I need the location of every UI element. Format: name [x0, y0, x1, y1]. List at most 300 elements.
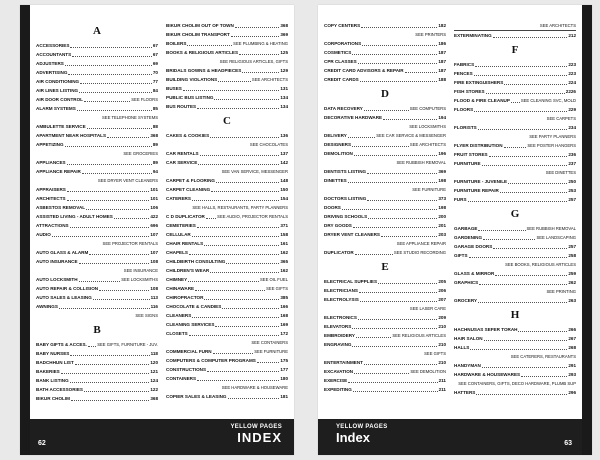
index-entry	[166, 365, 288, 374]
entry-page-number: 166	[280, 304, 288, 309]
left-page	[20, 5, 294, 455]
see-also-reference: SEE CHOCOLATES	[249, 142, 288, 147]
index-entry	[324, 194, 446, 203]
index-entry	[36, 167, 158, 176]
index-entry	[324, 376, 446, 385]
entry-page-number: 136	[280, 133, 288, 138]
section-letter: G	[510, 208, 520, 220]
entry-name: GARDENING	[454, 235, 483, 240]
dot-leader	[99, 290, 149, 291]
entry-name: CHILDBIRTH CONSULTING	[166, 259, 226, 264]
entry-page-number: 116	[150, 304, 158, 309]
dot-leader	[359, 292, 437, 293]
index-entry	[36, 257, 158, 266]
entry-name: COMMERCIAL FURN	[166, 349, 212, 354]
entry-name: APPETIZING	[36, 142, 64, 147]
dot-leader	[360, 81, 438, 82]
index-entry	[166, 66, 288, 75]
entry-page-number: 67	[152, 52, 158, 57]
entry-name: FURNITURE	[454, 161, 481, 166]
dot-leader	[210, 137, 279, 138]
entry-page-number: 67	[152, 43, 158, 48]
entry-page-number: 181	[280, 394, 288, 399]
entry-see-reference: SEE FLOORS	[131, 97, 158, 102]
see-also-reference: SEE LASER CARE	[409, 306, 446, 311]
dot-leader	[206, 218, 216, 219]
page-footer	[30, 419, 294, 455]
entry-page-number: 2226	[565, 89, 576, 94]
entry-name: GROCERY	[454, 298, 478, 303]
index-entry	[454, 87, 576, 96]
entry-name: CONTAINERS	[166, 376, 197, 381]
index-entry	[454, 69, 576, 78]
index-entry	[324, 286, 446, 295]
index-entry	[36, 340, 158, 349]
dot-leader	[210, 272, 279, 273]
entry-name: FLYER DISTRIBUTION	[454, 143, 503, 148]
dot-leader	[231, 36, 280, 37]
entry-page-number: 268	[568, 345, 576, 350]
entry-page-number: 198	[438, 178, 446, 183]
entry-name: FIRE EXTINGUISHERS	[454, 80, 504, 85]
index-entry	[166, 176, 288, 185]
entry-page-number: 108	[150, 286, 158, 291]
entry-name: BOILERS	[166, 41, 187, 46]
entry-name: CHAIR RENTALS	[166, 241, 204, 246]
index-entry	[166, 374, 288, 383]
dot-leader	[367, 200, 437, 201]
index-entry	[36, 41, 158, 50]
entry-name: HATTERS	[454, 390, 476, 395]
dot-leader	[216, 182, 279, 183]
see-also-reference: SEE LOCKSMITHS	[409, 124, 446, 129]
page-footer	[318, 419, 582, 455]
entry-name: ALARM SYSTEMS	[36, 106, 76, 111]
see-also-reference: SEE PARTY PLANNERS	[529, 134, 576, 139]
dot-leader	[80, 83, 152, 84]
entry-name: GLASS & MIRROR	[454, 271, 495, 276]
entry-name: FURNITURE REPAIR	[454, 188, 499, 193]
index-entry	[166, 48, 288, 57]
entry-name: BOOKS & RELIGIOUS ARTICLES	[166, 50, 239, 55]
entry-see-reference: SEE OIL FUEL	[259, 277, 288, 282]
see-also-reference: SEE CONTAINERS, GIFTS, DECO HARDWARE, PLUMB SUP	[458, 381, 576, 386]
dot-leader	[486, 93, 565, 94]
entry-name: EXCAVATION	[324, 369, 354, 374]
entry-page-number: 369	[280, 32, 288, 37]
dot-leader	[478, 302, 567, 303]
entry-name: PUBLIC BUS LISTING	[166, 95, 214, 100]
see-also-reference: SEE PRINTERS	[415, 32, 446, 37]
entry-name: EXERCISE	[324, 378, 348, 383]
index-entry	[166, 257, 288, 266]
index-entry	[454, 150, 576, 159]
dot-leader	[257, 362, 279, 363]
entry-page-number: 129	[280, 68, 288, 73]
index-entry	[454, 278, 576, 287]
entry-name: GARBAGE	[454, 226, 478, 231]
index-entry	[166, 347, 288, 356]
dot-leader	[474, 111, 567, 112]
dot-leader	[52, 236, 150, 237]
entry-name: ADVERTISING	[36, 70, 68, 75]
entry-page-number: 198	[438, 205, 446, 210]
dot-leader	[65, 65, 152, 66]
dot-leader	[362, 45, 437, 46]
right-page	[318, 5, 592, 455]
entry-page-number: 148	[280, 178, 288, 183]
entry-name: FLORISTS	[454, 125, 477, 130]
dot-leader	[474, 75, 568, 76]
entry-page-number: 207	[438, 297, 446, 302]
index-entry	[36, 349, 158, 358]
entry-see-reference: SEE CAR SERVICE & MESSENGER	[376, 133, 446, 138]
entry-page-number: 180	[280, 376, 288, 381]
index-entry	[166, 93, 288, 102]
entry-name: ELECTRONICS	[324, 315, 357, 320]
entry-page-number: 187	[438, 68, 446, 73]
index-entry	[36, 212, 158, 221]
dot-leader	[211, 191, 279, 192]
entry-name: DESIGNERS	[324, 142, 352, 147]
entry-name: BAKERIES	[36, 369, 60, 374]
entry-name: HAIR SALON	[454, 336, 483, 341]
entry-name: GRAPHICS	[454, 280, 479, 285]
dot-leader	[88, 346, 96, 347]
index-entry	[36, 140, 158, 149]
dot-leader	[87, 128, 152, 129]
entry-page-number: 206	[438, 288, 446, 293]
dot-leader	[207, 371, 279, 372]
entry-name: FISH STORES	[454, 89, 485, 94]
entry-name: APARTMENT NEAR HOSPITALS	[36, 133, 107, 138]
entry-page-number: 150	[280, 187, 288, 192]
dot-leader	[508, 183, 567, 184]
footer-title: Index	[336, 430, 370, 445]
entry-name: BATH ACCESSORIES	[36, 387, 83, 392]
entry-name: AUDIO	[36, 232, 51, 237]
entry-page-number: 236	[568, 152, 576, 157]
see-also-reference: SEE HARDWARE & HOUSEWARE	[221, 385, 288, 390]
entry-page-number: 134	[280, 95, 288, 100]
index-entry	[324, 149, 446, 158]
entry-see-reference: SEE RELIGIOUS ARTICLES	[392, 333, 446, 338]
dot-leader	[468, 201, 568, 202]
entry-page-number: 172	[280, 331, 288, 336]
entry-name: BABY NURSES	[36, 351, 70, 356]
index-entry	[166, 356, 288, 365]
dot-leader	[192, 236, 280, 237]
entry-name: EMBROIDERY	[324, 333, 355, 338]
entry-see-reference: SEE COMPUTERS	[409, 106, 446, 111]
dot-leader	[368, 218, 437, 219]
index-column	[324, 21, 446, 411]
index-entry	[36, 230, 158, 239]
see-also-reference: SEE GROCERIES	[123, 151, 158, 156]
dot-leader	[518, 331, 567, 332]
entry-page-number: 224	[568, 80, 576, 85]
entry-name: CREDIT CARDS	[324, 77, 359, 82]
entry-page-number: 369	[438, 169, 446, 174]
index-entry	[324, 331, 446, 340]
entry-see-reference: SEE PLUMBING & HEATING	[233, 41, 288, 46]
index-entry	[454, 233, 576, 242]
index-entry	[36, 158, 158, 167]
entry-page-number: 196	[438, 151, 446, 156]
entry-page-number: 259	[568, 271, 576, 276]
dot-leader	[405, 72, 438, 73]
section-letter: E	[381, 261, 389, 273]
dot-leader	[72, 56, 152, 57]
entry-page-number: 212	[568, 33, 576, 38]
entry-name: CHOCOLATE & CANDIES	[166, 304, 222, 309]
index-entry	[324, 367, 446, 376]
section-letter: F	[511, 44, 519, 56]
entry-page-number: 94	[152, 169, 158, 174]
entry-name: CAR SERVICE	[166, 160, 198, 165]
entry-name: AIR CONDITIONING	[36, 79, 80, 84]
index-entry	[454, 242, 576, 251]
dot-leader	[489, 156, 568, 157]
entry-see-reference: SEE LANDSCAPING	[536, 235, 576, 240]
dot-leader	[353, 227, 438, 228]
entry-name: DRYER VENT CLEANERS	[324, 232, 380, 237]
index-entry	[166, 194, 288, 203]
index-entry	[36, 185, 158, 194]
dot-leader	[484, 340, 568, 341]
entry-page-number: 186	[438, 41, 446, 46]
dot-leader	[77, 110, 152, 111]
entry-name: CAKES & COOKIES	[166, 133, 210, 138]
entry-name: HANDYMAN	[454, 363, 481, 368]
entry-name: AUTO INSURANCE	[36, 259, 78, 264]
see-also-reference: SEE PROJECTOR RENTALS	[102, 241, 158, 246]
dot-leader	[360, 301, 438, 302]
entry-name: CHIMNEY	[166, 277, 188, 282]
entry-page-number: 137	[280, 151, 288, 156]
entry-page-number: 161	[280, 241, 288, 246]
entry-page-number: 210	[438, 324, 446, 329]
dot-leader	[197, 227, 279, 228]
index-entry	[166, 284, 288, 293]
index-entry	[324, 230, 446, 239]
dot-leader	[70, 382, 150, 383]
entry-name: AIR LINES LISTING	[36, 88, 79, 93]
entry-page-number: 200	[438, 214, 446, 219]
entry-name: HALLS	[454, 345, 470, 350]
dot-leader	[218, 81, 251, 82]
dot-leader	[361, 27, 437, 28]
entry-page-number: 291	[568, 363, 576, 368]
dot-leader	[383, 119, 437, 120]
dot-leader	[70, 355, 149, 356]
dot-leader	[114, 218, 150, 219]
dot-leader	[476, 394, 567, 395]
entry-page-number: 250	[568, 179, 576, 184]
dot-leader	[204, 245, 279, 246]
entry-page-number: 85	[152, 106, 158, 111]
entry-page-number: 125	[280, 50, 288, 55]
dot-leader	[470, 349, 567, 350]
entry-page-number: 257	[568, 197, 576, 202]
index-entry	[324, 322, 446, 331]
entry-page-number: 187	[438, 59, 446, 64]
entry-page-number: 203	[438, 232, 446, 237]
dot-leader	[68, 74, 151, 75]
page-number: 63	[564, 440, 572, 447]
entry-page-number: 211	[438, 378, 446, 383]
dot-leader	[493, 37, 568, 38]
entry-name: HACHNUSAS SEFER TORAH	[454, 327, 518, 332]
entry-name: ELECTRICIANS	[324, 288, 358, 293]
entry-page-number: 77	[152, 79, 158, 84]
dot-leader	[197, 380, 279, 381]
entry-name: DRY GOODS	[324, 223, 352, 228]
index-entry	[324, 313, 446, 322]
entry-page-number: 134	[280, 104, 288, 109]
dot-leader	[482, 367, 568, 368]
entry-page-number: 293	[568, 372, 576, 377]
entry-name: CLOSETS	[166, 331, 188, 336]
entry-name: CLEANING SERVICES	[166, 322, 215, 327]
dot-leader	[89, 254, 149, 255]
dot-leader	[67, 191, 149, 192]
entry-name: CHILDREN'S WEAR	[166, 268, 210, 273]
entry-name: DUPLICATOR	[324, 250, 354, 255]
entry-page-number: 237	[568, 161, 576, 166]
entry-name: CONSTRUCTIONS	[166, 367, 207, 372]
entry-page-number: 89	[152, 142, 158, 147]
entry-name: AUTO GLASS & ALARM	[36, 250, 89, 255]
index-entry	[454, 60, 576, 69]
index-entry	[36, 367, 158, 376]
dot-leader	[482, 165, 568, 166]
entry-page-number: 422	[150, 214, 158, 219]
index-entry	[36, 86, 158, 95]
index-entry	[324, 57, 446, 66]
section-letter: D	[381, 88, 389, 100]
entry-name: DINETTES	[324, 178, 347, 183]
index-entry	[36, 275, 158, 284]
index-entry	[36, 248, 158, 257]
entry-name: CLEANERS	[166, 313, 192, 318]
entry-page-number: 263	[568, 298, 576, 303]
dot-leader	[86, 209, 149, 210]
dot-leader	[356, 337, 391, 338]
entry-page-number: 229	[568, 107, 576, 112]
index-entry	[166, 329, 288, 338]
entry-name: C D DUPLICATOR	[166, 214, 205, 219]
entry-name: COMPUTERS & COMPUTER PROGRAMS	[166, 358, 256, 363]
entry-name: EXPEDITING	[324, 387, 352, 392]
index-entry	[324, 176, 446, 185]
dot-leader	[226, 263, 279, 264]
entry-name: CELLULAR	[166, 232, 191, 237]
index-entry	[454, 296, 576, 305]
dot-leader	[352, 328, 437, 329]
dot-leader	[67, 164, 152, 165]
entry-name: DOCTORS LISTING	[324, 196, 367, 201]
index-entry	[166, 221, 288, 230]
entry-name: ACCOUNTANTS	[36, 52, 72, 57]
entry-page-number: 182	[438, 23, 446, 28]
index-entry	[166, 311, 288, 320]
entry-name: AUTO LOCKSMITH	[36, 277, 78, 282]
entry-name: AWNINGS	[36, 304, 58, 309]
entry-page-number: 223	[568, 71, 576, 76]
dot-leader	[188, 281, 259, 282]
index-column	[454, 21, 576, 411]
entry-page-number: 168	[280, 313, 288, 318]
entry-page-number: 162	[280, 250, 288, 255]
dot-leader	[478, 129, 568, 130]
entry-name: ADJUSTERS	[36, 61, 64, 66]
index-entry	[454, 251, 576, 260]
see-also-reference: SEE APPLIANCE REPAIR	[396, 241, 446, 246]
index-entry	[36, 385, 158, 394]
see-also-reference: SEE ARCHITECTS	[454, 21, 576, 31]
entry-name: ELEVATORS	[324, 324, 352, 329]
dot-leader	[352, 346, 437, 347]
entry-name: BABY GIFTS & ACCES.	[36, 342, 87, 347]
entry-name: ASSISTED LIVING - ADULT HOMES	[36, 214, 113, 219]
index-entry	[324, 39, 446, 48]
dot-leader	[65, 146, 152, 147]
section-letter: H	[510, 309, 520, 321]
index-entry	[454, 177, 576, 186]
index-entry	[36, 122, 158, 131]
index-entry	[324, 104, 446, 113]
dot-leader	[355, 254, 393, 255]
dot-leader	[183, 90, 280, 91]
entry-page-number: 89	[152, 160, 158, 165]
entry-name: COPIER SALES & LEASING	[166, 394, 227, 399]
entry-see-reference: SEE ARCHITECTS	[409, 142, 446, 147]
see-also-reference: SEE VAN SERVICE, MESSENGER	[221, 169, 288, 174]
entry-page-number: 257	[568, 244, 576, 249]
index-entry	[166, 320, 288, 329]
dot-leader	[197, 108, 279, 109]
dot-leader	[469, 257, 568, 258]
index-column	[166, 21, 288, 411]
entry-see-reference: SEE AUDIO, PROJECTOR RENTALS	[217, 214, 288, 219]
index-entry	[324, 140, 446, 149]
entry-name: BIKUR CHOLIM OUT OF TOWN	[166, 23, 234, 28]
entry-page-number: 209	[438, 315, 446, 320]
index-entry	[166, 39, 288, 48]
index-entry	[36, 221, 158, 230]
entry-name: AUTO REPAIR & COLLISION	[36, 286, 99, 291]
footer-title: INDEX	[237, 430, 282, 445]
entry-name: HARDWARE & HOUSEWARES	[454, 372, 521, 377]
entry-page-number: 368	[150, 396, 158, 401]
index-entry	[454, 334, 576, 343]
entry-page-number: 106	[150, 205, 158, 210]
section-letter: C	[223, 115, 231, 127]
entry-page-number: 142	[280, 160, 288, 165]
entry-name: COPY CENTERS	[324, 23, 361, 28]
dot-leader	[213, 353, 254, 354]
entry-name: GARAGE DOORS	[454, 244, 493, 249]
entry-page-number: 84	[152, 88, 158, 93]
dot-leader	[354, 155, 437, 156]
index-entry	[36, 302, 158, 311]
see-also-reference: SEE BOOKS, RELIGIOUS ARTICLES	[505, 262, 576, 267]
dot-leader	[198, 164, 279, 165]
entry-see-reference: SEE RUBBISH REMOVAL	[526, 226, 576, 231]
dot-leader	[364, 364, 437, 365]
index-entry	[454, 159, 576, 168]
